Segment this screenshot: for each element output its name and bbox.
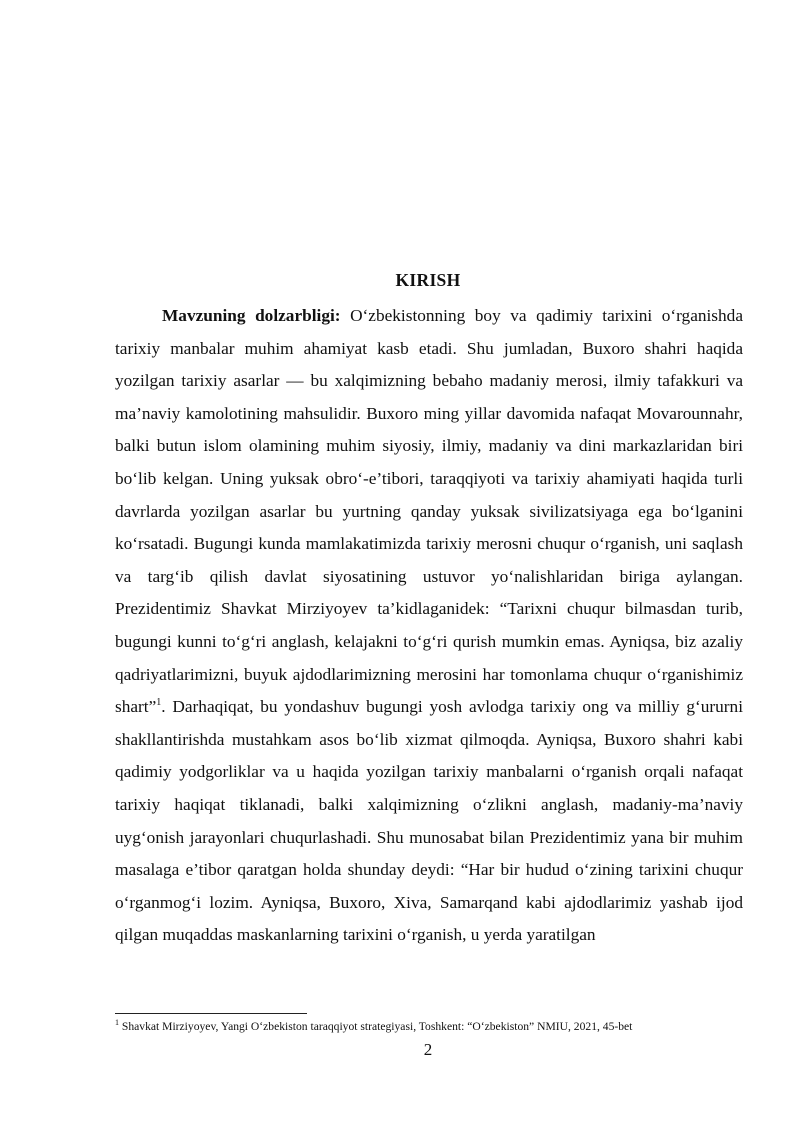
footnote-reference[interactable]: 1	[156, 697, 162, 709]
footnote-marker: 1	[115, 1018, 119, 1028]
footnote-text: Shavkat Mirziyoyev, Yangi O‘zbekiston taraqqiyot strategiyasi, Toshkent: “O‘zbekiston” NMIU, 2021, 45-bet	[119, 1020, 633, 1033]
footnote-separator	[115, 1013, 307, 1014]
page-number: 2	[423, 1040, 433, 1059]
body-paragraph	[115, 300, 743, 952]
footnote	[115, 1020, 755, 1034]
paragraph-text-part-2: . Darhaqiqat, bu yondashuv bugungi yosh avlodga tarixiy ong va milliy g‘ururni shakllantirishda mustahkam asos bo‘lib xizmat qilmoqda. Ayniqsa, Buxoro shahri kabi qadimiy yodgorliklar va u haqida yozilgan tarixiy manbalarni o‘rganish orqali nafaqat tarixiy haqiqat tiklanadi, balki xalqimizning o‘zlikni anglash, madaniy-ma’naviy uyg‘onish jarayonlari chuqurlashadi. Shu munosabat bilan Prezidentimiz yana bir muhim masalaga e’tibor qaratgan holda shunday deydi: “Har bir hudud o‘zining tarixini chuqur o‘rganmog‘i lozim. Ayniqsa, Buxoro, Xiva, Samarqand kabi ajdodlarimiz yashab ijod qilgan muqaddas maskanlarning tarixini o‘rganish, u yerda yaratilgan	[115, 697, 743, 945]
paragraph-text-part-1: O‘zbekistonning boy va qadimiy tarixini o‘rganishda tarixiy manbalar muhim ahamiyat kasb etadi. Shu jumladan, Buxoro shahri haqida yozilgan tarixiy asarlar — bu xalqimizning bebaho madaniy merosi, ilmiy tafakkuri va ma’naviy kamolotining mahsulidir. Buxoro ming yillar davomida nafaqat Movarounnahr, balki butun islom olamining muhim siyosiy, ilmiy, madaniy va dini markazlaridan biri bo‘lib kelgan. Uning yuksak obro‘-e’tibori, taraqqiyoti va tarixiy ahamiyati haqida turli davrlarda yozilgan asarlar bu yurtning qanday yuksak sivilizatsiyaga ega bo‘lganini ko‘rsatadi. Bugungi kunda mamlakatimizda tarixiy merosni chuqur o‘rganish, uni saqlash va targ‘ib qilish davlat siyosatining ustuvor yo‘nalishlaridan biriga aylangan. Prezidentimiz Shavkat Mirziyoyev ta’kidlaganidek: “Tarixni chuqur bilmasdan turib, bugungi kunni to‘g‘ri anglash, kelajakni to‘g‘ri qurish mumkin emas. Ayniqsa, biz azaliy qadriyatlarimizni, buyuk ajdodlarimizning merosini har tomonlama chuqur o‘rganishimiz shart”	[115, 306, 743, 717]
paragraph-lead: Mavzuning dolzarbligi:	[162, 306, 341, 325]
section-heading: KIRISH	[395, 270, 461, 290]
